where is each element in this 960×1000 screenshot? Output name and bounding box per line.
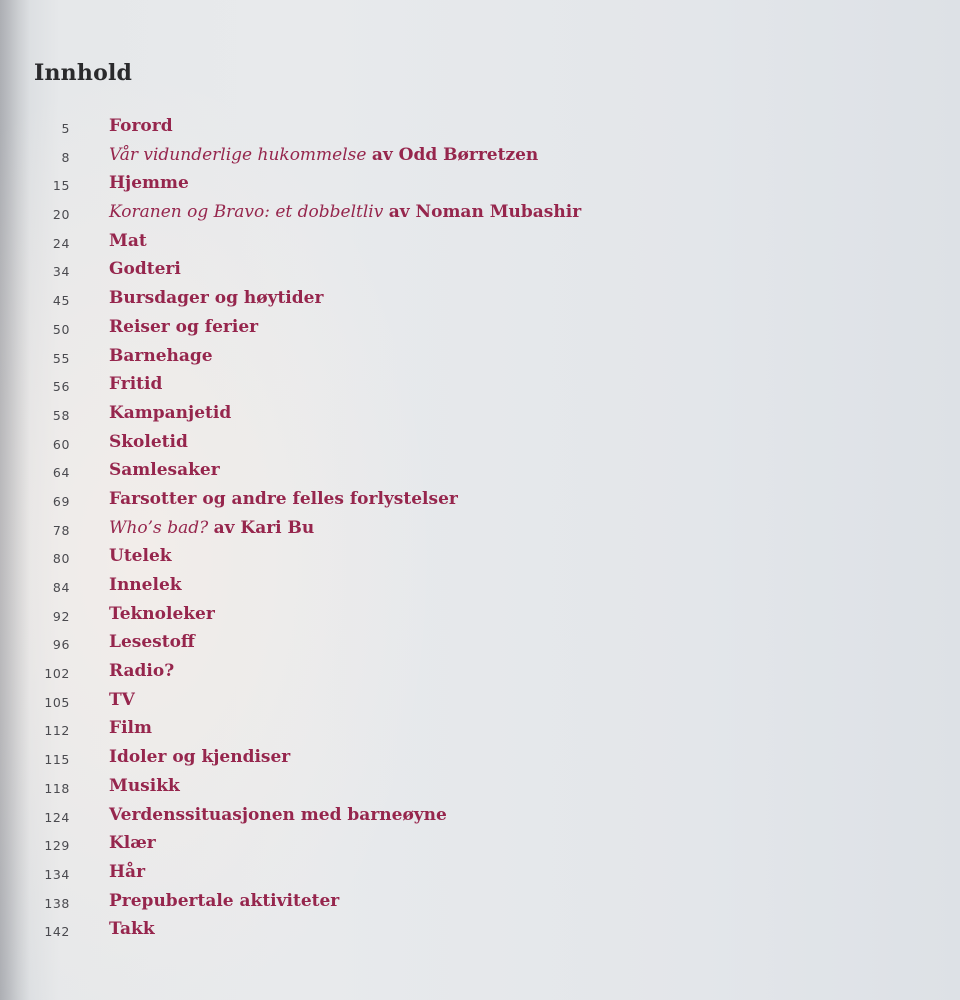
toc-entry-text — [109, 432, 188, 452]
toc-entry — [0, 142, 960, 171]
toc-entry-text — [109, 202, 581, 222]
toc-chapter-title: Hår — [109, 861, 146, 882]
toc-entry — [0, 572, 960, 601]
toc-page-number: 69 — [52, 493, 70, 509]
toc-entry-text — [109, 259, 181, 279]
toc-page-number: 118 — [44, 780, 70, 796]
toc-chapter-title: Koranen og Bravo: et dobbeltliv — [109, 202, 384, 223]
toc-chapter-title: Samlesaker — [109, 460, 220, 481]
toc-page-number: 80 — [52, 551, 70, 567]
toc-chapter-title: Prepubertale aktiviteter — [109, 890, 340, 911]
toc-page-number: 15 — [52, 178, 70, 194]
toc-page-number: 24 — [52, 235, 70, 251]
toc-entry — [0, 916, 960, 945]
toc-entry-text — [109, 145, 538, 165]
toc-entry-text — [109, 546, 172, 566]
toc-page-number: 134 — [44, 866, 70, 882]
toc-entry — [0, 256, 960, 285]
page-title: Innhold — [34, 60, 133, 86]
toc-entry-text — [109, 116, 173, 136]
toc-entry — [0, 687, 960, 716]
toc-page-number: 58 — [52, 407, 70, 423]
toc-entry — [0, 343, 960, 372]
toc-entry — [0, 400, 960, 429]
toc-entry-text — [109, 518, 314, 538]
toc-entry-text — [109, 317, 258, 337]
toc-page-number: 5 — [61, 121, 70, 136]
toc-entry — [0, 429, 960, 458]
toc-chapter-title: Musikk — [109, 775, 180, 796]
toc-chapter-title: Barnehage — [109, 345, 213, 366]
toc-entry — [0, 888, 960, 917]
toc-chapter-title: Hjemme — [109, 173, 189, 194]
toc-entry — [0, 486, 960, 515]
toc-entry-text — [109, 374, 162, 394]
toc-chapter-title: Teknoleker — [109, 603, 215, 624]
toc-page-number: 142 — [44, 924, 70, 940]
toc-chapter-title: Bursdager og høytider — [109, 288, 324, 309]
toc-entry — [0, 802, 960, 831]
toc-page-number: 34 — [52, 264, 70, 280]
toc-entry-text — [109, 346, 213, 366]
toc-page-number: 78 — [52, 522, 70, 538]
toc-chapter-title: Godteri — [109, 259, 181, 280]
toc-chapter-title: Lesestoff — [109, 632, 195, 653]
toc-chapter-title: Utelek — [109, 546, 172, 567]
toc-entry — [0, 859, 960, 888]
toc-entry-text — [109, 489, 458, 509]
toc-page-number: 112 — [44, 723, 70, 739]
toc-entry — [0, 515, 960, 544]
toc-entry-text — [109, 575, 182, 595]
toc-chapter-title: Mat — [109, 230, 147, 251]
toc-entry-text — [109, 776, 180, 796]
toc-chapter-title: Who’s bad? — [109, 517, 209, 538]
toc-entry — [0, 314, 960, 343]
toc-chapter-title: Film — [109, 718, 152, 739]
toc-entry-text — [109, 632, 195, 652]
toc-entry — [0, 658, 960, 687]
toc-entry — [0, 199, 960, 228]
toc-chapter-title: Verdenssituasjonen med barneøyne — [109, 804, 447, 825]
toc-author-credit: av Odd Børretzen — [371, 144, 539, 165]
toc-chapter-title: Kampanjetid — [109, 402, 232, 423]
toc-page-number: 55 — [52, 350, 70, 366]
toc-page-number: 45 — [52, 293, 70, 309]
toc-page-number: 129 — [44, 838, 70, 854]
toc-entry-text — [109, 661, 174, 681]
toc-entry — [0, 715, 960, 744]
toc-entry — [0, 601, 960, 630]
toc-author-credit: av Kari Bu — [213, 517, 315, 538]
toc-entry — [0, 113, 960, 142]
toc-entry-text — [109, 173, 189, 193]
toc-page-number: 8 — [61, 149, 70, 165]
toc-entry — [0, 773, 960, 802]
toc-author-credit: av Noman Mubashir — [388, 202, 582, 223]
toc-entry-text — [109, 403, 231, 423]
toc-entry-text — [109, 288, 323, 308]
toc-chapter-title: Farsotter og andre felles forlystelser — [109, 488, 458, 509]
toc-entry-text — [109, 833, 156, 853]
toc-chapter-title: Innelek — [109, 575, 182, 595]
toc-entry — [0, 371, 960, 400]
toc-chapter-title: Reiser og ferier — [109, 316, 259, 337]
toc-entry — [0, 170, 960, 199]
toc-entry-text — [109, 460, 220, 480]
toc-entry — [0, 457, 960, 486]
toc-entry-text — [109, 919, 155, 939]
toc-entry — [0, 228, 960, 257]
toc-page-number: 138 — [44, 895, 70, 911]
toc-entry-text — [109, 747, 290, 767]
toc-page-number: 50 — [52, 321, 70, 337]
toc-entry-text — [109, 805, 447, 825]
toc-entry — [0, 543, 960, 572]
toc-chapter-title: Klær — [109, 833, 156, 854]
toc-page-number: 96 — [52, 637, 70, 653]
toc-chapter-title: Vår vidunderlige hukommelse — [109, 144, 367, 165]
table-of-contents — [0, 113, 960, 945]
toc-entry-text — [109, 718, 152, 738]
toc-entry — [0, 285, 960, 314]
toc-entry — [0, 629, 960, 658]
toc-page-number: 56 — [52, 379, 70, 395]
toc-page-number: 105 — [44, 694, 70, 710]
toc-chapter-title: Skoletid — [109, 431, 188, 452]
toc-chapter-title: Radio? — [109, 661, 175, 682]
toc-chapter-title: Takk — [109, 919, 155, 940]
toc-page-number: 60 — [52, 436, 70, 452]
toc-entry-text — [109, 231, 147, 251]
toc-page-number: 64 — [52, 465, 70, 481]
toc-page-number: 115 — [44, 752, 70, 768]
toc-entry — [0, 830, 960, 859]
toc-entry-text — [109, 891, 339, 911]
toc-entry-text — [109, 862, 145, 882]
toc-entry-text — [109, 604, 215, 624]
toc-chapter-title: Forord — [109, 116, 173, 136]
toc-page-number: 124 — [44, 809, 70, 825]
toc-chapter-title: Idoler og kjendiser — [109, 747, 291, 768]
toc-page-number: 92 — [52, 608, 70, 624]
toc-chapter-title: TV — [109, 689, 135, 710]
toc-page-number: 20 — [52, 207, 70, 223]
toc-chapter-title: Fritid — [109, 374, 163, 395]
toc-page-number: 102 — [44, 666, 70, 682]
toc-entry — [0, 744, 960, 773]
toc-page-number: 84 — [52, 580, 70, 595]
toc-entry-text — [109, 690, 135, 710]
